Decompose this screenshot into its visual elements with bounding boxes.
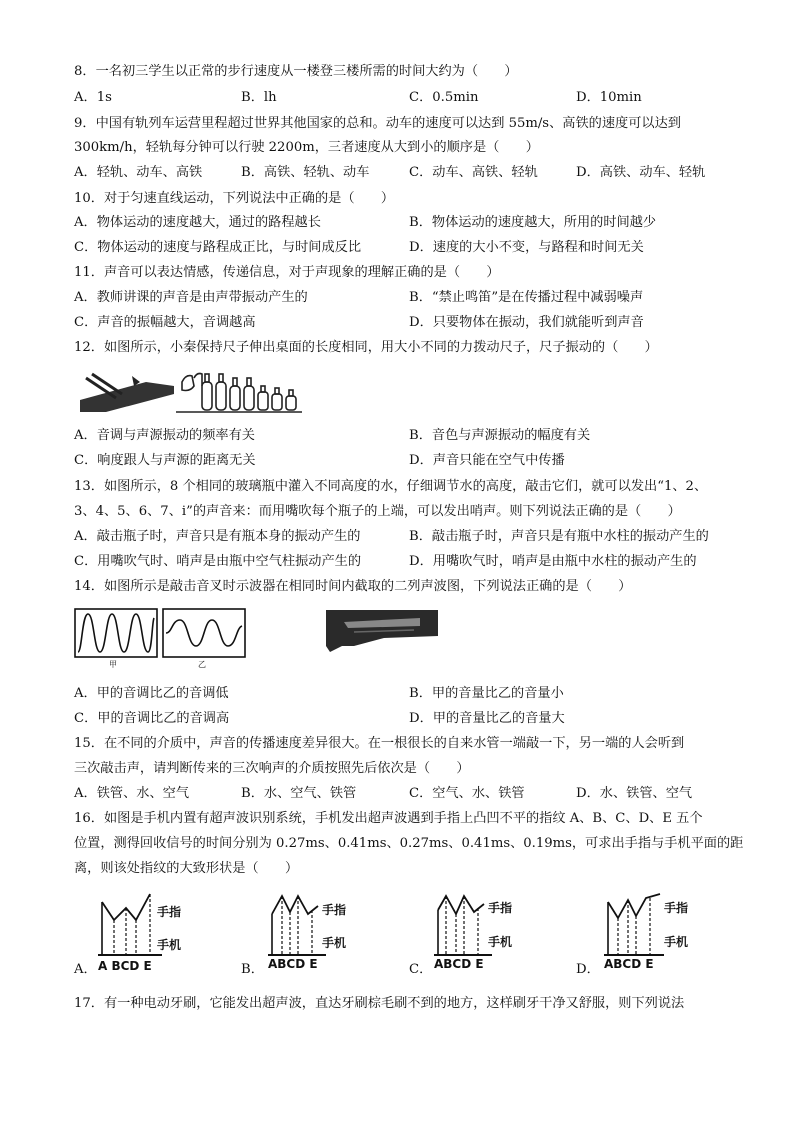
q8-stem: 8．一名初三学生以正常的步行速度从一楼登三楼所需的时间大约为（ ）: [74, 64, 518, 79]
q11-option-b: B．“禁止鸣笛”是在传播过程中减弱噪声: [409, 290, 644, 305]
q16-option-d: D．: [576, 962, 600, 977]
q13-option-a: A．敲击瓶子时，声音只是有瓶本身的振动产生的: [74, 529, 361, 544]
q12-option-b: B．音色与声源振动的幅度有关: [409, 428, 591, 443]
q13-option-d: D．用嘴吹气时，哨声是由瓶中水柱的振动产生的: [409, 554, 697, 569]
q10-option-b: B．物体运动的速度越大，所用的时间越少: [409, 215, 657, 230]
q10-stem: 10．对于匀速直线运动，下列说法中正确的是（ ）: [74, 191, 395, 206]
q16-a-finger-label: 手指: [157, 905, 182, 919]
q16-stem-line2: 位置，测得回收信号的时间分别为 0.27ms、0.41ms、0.27ms、0.41ms、0.19ms，可求出手指与手机平面的距: [74, 836, 744, 851]
q9-option-a: A．轻轨、动车、高铁: [74, 165, 203, 180]
q9-option-c: C．动车、高铁、轻轨: [409, 165, 538, 180]
q14-tuning-fork-image: [324, 606, 440, 656]
q15-stem-line2: 三次敲击声，请判断传来的三次响声的介质按照先后依次是（ ）: [74, 761, 470, 776]
q16-b-point-labels: ABCD E: [268, 957, 318, 971]
q16-option-c: C．: [409, 962, 433, 977]
q13-option-b: B．敲击瓶子时，声音只是有瓶中水柱的振动产生的: [409, 529, 709, 544]
q12-option-d: D．声音只能在空气中传播: [409, 453, 565, 468]
q14-option-c: C．甲的音调比乙的音调高: [74, 711, 230, 726]
q11-option-d: D．只要物体在振动，我们就能听到声音: [409, 315, 644, 330]
q12-stem: 12．如图所示，小秦保持尺子伸出桌面的长度相同，用大小不同的力拨动尺子，尺子振动的（ ）: [74, 340, 658, 355]
q16-d-finger-label: 手指: [664, 901, 689, 915]
q14-option-b: B．甲的音量比乙的音量小: [409, 686, 564, 701]
q12-option-a: A．音调与声源振动的频率有关: [74, 428, 255, 443]
q15-option-b: B．水、空气、铁管: [241, 786, 357, 801]
q15-stem-line1: 15．在不同的介质中，声音的传播速度差异很大。在一根很长的自来水管一端敲一下，另一端的人会听到: [74, 736, 685, 751]
q16-option-a: A．: [74, 962, 97, 977]
q16-b-phone-label: 手机: [322, 936, 347, 950]
q16-figure-c: [434, 892, 494, 958]
q16-figure-b: [268, 892, 328, 958]
q16-a-point-labels: A BCD E: [98, 959, 152, 973]
q11-stem: 11．声音可以表达情感，传递信息，对于声现象的理解正确的是（ ）: [74, 265, 500, 280]
q12-figure: [76, 368, 308, 418]
q14-option-d: D．甲的音量比乙的音量大: [409, 711, 565, 726]
q14-option-a: A．甲的音调比乙的音调低: [74, 686, 229, 701]
q15-option-c: C．空气、水、铁管: [409, 786, 525, 801]
q16-a-phone-label: 手机: [157, 938, 182, 952]
q16-stem-line1: 16．如图是手机内置有超声波识别系统，手机发出超声波遇到手指上凸凹不平的指纹 A、B、C、D、E 五个: [74, 811, 703, 826]
q11-option-c: C．声音的振幅越大，音调越高: [74, 315, 256, 330]
q13-stem-line1: 13．如图所示，8 个相同的玻璃瓶中灌入不同高度的水，仔细调节水的高度，敲击它们，就可以发出“1、2、: [74, 479, 708, 494]
q16-figure-a: [98, 892, 162, 958]
q15-option-a: A．铁管、水、空气: [74, 786, 190, 801]
q16-d-point-labels: ABCD E: [604, 957, 654, 971]
q16-figure-d: [604, 892, 666, 958]
q16-d-phone-label: 手机: [664, 935, 689, 949]
q10-option-a: A．物体运动的速度越大，通过的路程越长: [74, 215, 321, 230]
q16-c-point-labels: ABCD E: [434, 957, 484, 971]
q8-option-a: A．1s: [74, 90, 112, 105]
q8-option-c: C．0.5min: [409, 90, 479, 105]
q14-waveform-yi: [162, 608, 246, 658]
q10-option-d: D．速度的大小不变，与路程和时间无关: [409, 240, 644, 255]
ruler-table-image: [80, 374, 174, 412]
q9-stem-line1: 9．中国有轨列车运营里程超过世界其他国家的总和。动车的速度可以达到 55m/s、高铁的速度可以达到: [74, 116, 681, 131]
q9-option-d: D．高铁、动车、轻轨: [576, 165, 706, 180]
q14-waveform-jia: [74, 608, 158, 658]
q9-option-b: B．高铁、轻轨、动车: [241, 165, 370, 180]
q14-label-yi: 乙: [198, 660, 206, 669]
q16-option-b: B．: [241, 962, 264, 977]
q15-option-d: D．水、铁管、空气: [576, 786, 693, 801]
q14-label-jia: 甲: [109, 660, 117, 669]
q16-b-finger-label: 手指: [322, 903, 347, 917]
q9-stem-line2: 300km/h，轻轨每分钟可以行驶 2200m，三者速度从大到小的顺序是（ ）: [74, 140, 539, 155]
q14-stem: 14．如图所示是敲击音叉时示波器在相同时间内截取的二列声波图，下列说法正确的是（ ）: [74, 579, 632, 594]
q13-option-c: C．用嘴吹气时、哨声是由瓶中空气柱振动产生的: [74, 554, 362, 569]
q16-c-phone-label: 手机: [488, 935, 513, 949]
q8-option-d: D．10min: [576, 90, 642, 105]
q11-option-a: A．教师讲课的声音是由声带振动产生的: [74, 290, 308, 305]
q16-c-finger-label: 手指: [488, 901, 513, 915]
q13-stem-line2: 3、4、5、6、7、i”的声音来：而用嘴吹每个瓶子的上端，可以发出哨声。则下列说法正确的是（ ）: [74, 504, 681, 519]
q10-option-c: C．物体运动的速度与路程成正比，与时间成反比: [74, 240, 362, 255]
q17-stem: 17．有一种电动牙刷，它能发出超声波，直达牙刷棕毛刷不到的地方，这样刷牙干净又舒服，则下列说法: [74, 996, 685, 1011]
q12-option-c: C．响度跟人与声源的距离无关: [74, 453, 256, 468]
q8-option-b: B．lh: [241, 90, 277, 105]
q16-stem-line3: 离，则该处指纹的大致形状是（ ）: [74, 861, 299, 876]
bottle-row-image: [176, 374, 302, 413]
